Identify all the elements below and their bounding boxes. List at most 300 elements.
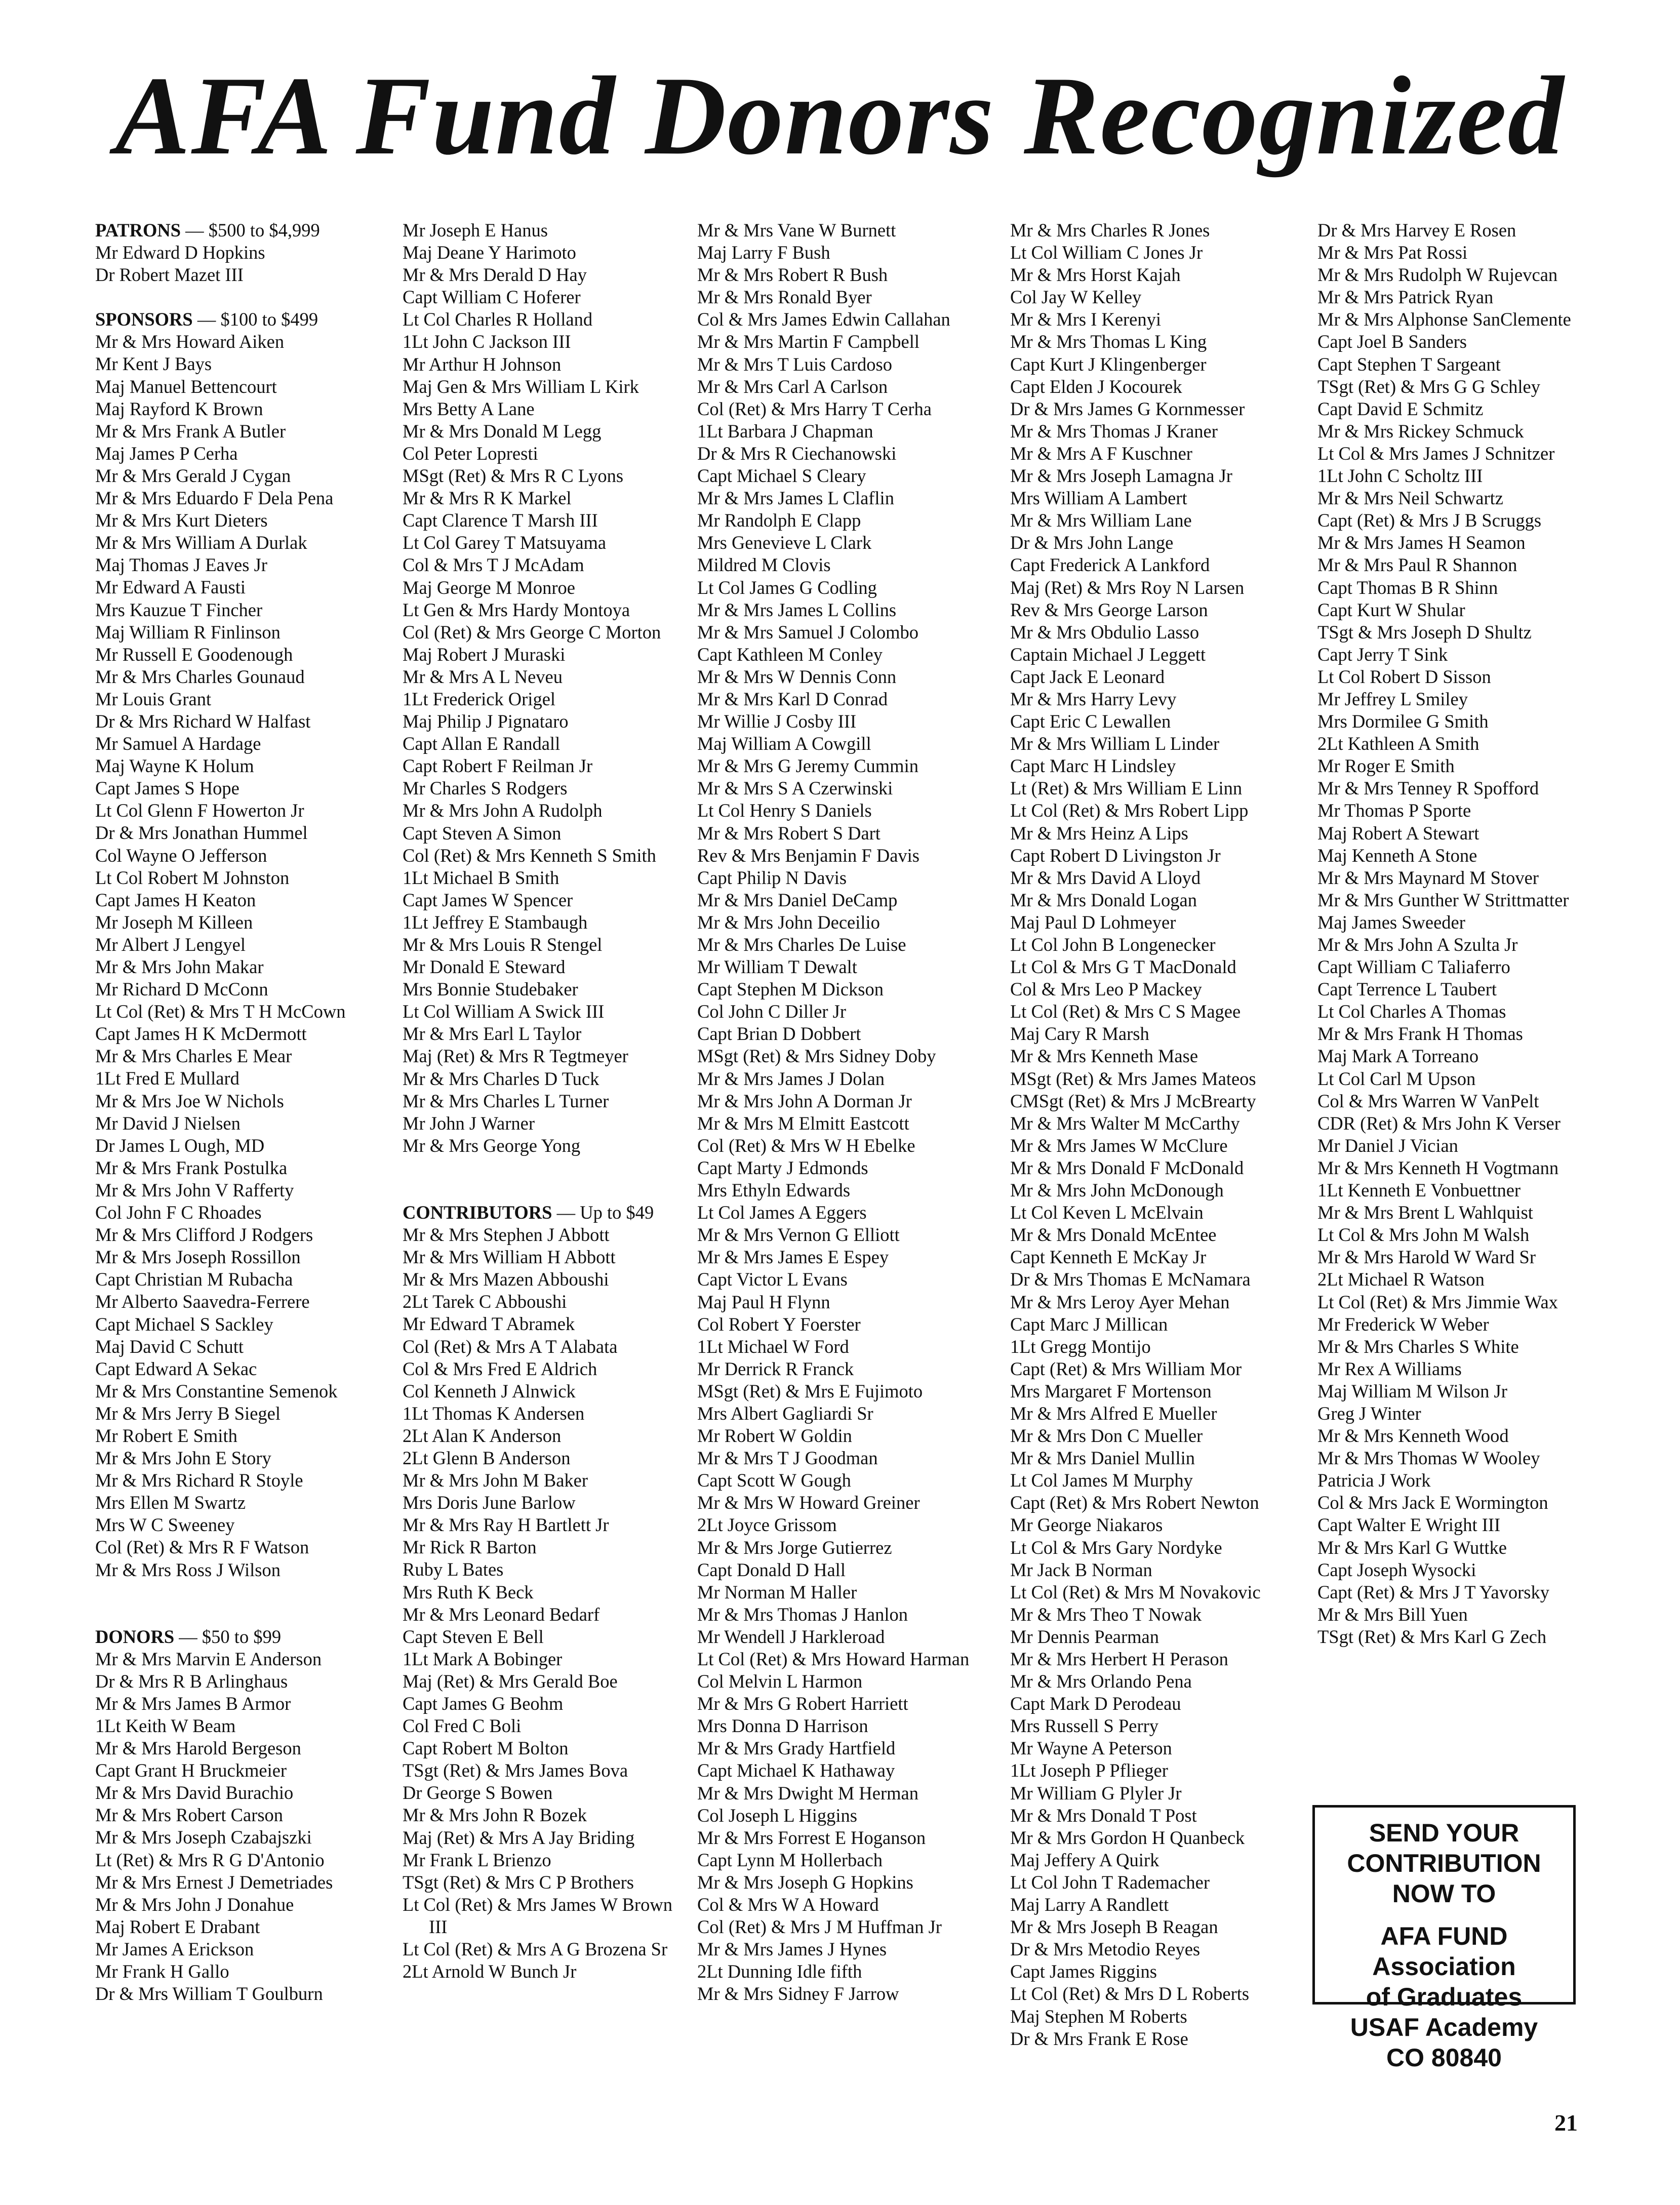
donor-name: 2Lt Arnold W Bunch Jr [403,1961,577,1982]
donor-name: Mr Russell E Goodenough [95,644,293,665]
donor-name: Lt Col Robert D Sisson [1317,666,1491,687]
donor-name: MSgt (Ret) & Mrs Sidney Doby [697,1046,936,1067]
donor-name: Mr & Mrs Obdulio Lasso [1010,621,1199,643]
donor-column-2 [403,219,686,1983]
donor-name: Mr Frederick W Weber [1317,1313,1489,1335]
donor-name: Mr Richard D McConn [95,979,268,1000]
donor-name: Mr & Mrs Earl L Taylor [403,1023,582,1045]
donor-name: 2Lt Tarek C Abboushi [403,1291,567,1312]
donor-name: Mr & Mrs John R Bozek [403,1805,587,1826]
donor-name: Mr & Mrs Frank Postulka [95,1157,288,1178]
donor-name: Lt Col (Ret) & Mrs D L Roberts [1010,1983,1250,2004]
contribution-box [1312,1805,1576,2072]
donor-name: Dr & Mrs R Ciechanowski [697,443,897,464]
donor-name: Mr & Mrs Robert R Bush [697,264,888,286]
donor-name: Mr & Mrs Ross J Wilson [95,1559,281,1580]
donor-column-1 [95,219,379,2005]
donor-name: 1Lt Thomas K Andersen [403,1402,585,1424]
donor-name: CDR (Ret) & Mrs John K Verser [1317,1112,1561,1134]
donor-name: Mrs Ethyln Edwards [697,1180,851,1201]
donor-name: Capt James Riggins [1010,1961,1157,1982]
donor-name: Capt Kathleen M Conley [697,644,883,665]
box-line-send-your: SEND YOUR [1369,1819,1519,1847]
donor-name: TSgt (Ret) & Mrs C P Brothers [403,1871,634,1893]
donor-name: Maj William M Wilson Jr [1317,1380,1507,1401]
donor-name: TSgt (Ret) & Mrs G G Schley [1317,376,1540,397]
donor-name: Maj Robert E Drabant [95,1916,260,1937]
donor-name: Mrs Dormilee G Smith [1317,711,1489,732]
donor-name: Mr & Mrs Joseph Lamagna Jr [1010,465,1232,487]
donor-name: Mr William G Plyler Jr [1010,1782,1182,1803]
donor-name: Mr & Mrs Donald McEntee [1010,1224,1217,1246]
donor-name: Mr & Mrs Donald T Post [1010,1805,1197,1826]
donor-name: Capt Stephen M Dickson [697,979,884,1000]
donor-name: Lt Col (Ret) & Mrs T H McCown [95,1001,346,1022]
donor-name: Dr & Mrs John Lange [1010,532,1174,553]
donor-name: Lt Col Charles R Holland [403,309,593,330]
donor-name: Col Fred C Boli [403,1715,522,1737]
donor-name: Mr & Mrs Derald D Hay [403,264,587,286]
donor-name: Col (Ret) & Mrs Harry T Cerha [697,398,932,419]
donor-name: TSgt & Mrs Joseph D Shultz [1317,621,1532,643]
donor-name: Mr & Mrs Donald F McDonald [1010,1157,1244,1178]
donor-name: Mr Wayne A Peterson [1010,1738,1172,1759]
donor-name: Maj (Ret) & Mrs Gerald Boe [403,1670,618,1692]
donor-name: Mr & Mrs G Robert Harriett [697,1693,908,1714]
donor-name: Maj Robert J Muraski [403,644,566,665]
donor-name: Mr & Mrs David A Lloyd [1010,867,1201,888]
box-line-address: CO 80840 [1386,2043,1502,2072]
donor-name: Mr & Mrs Joseph B Reagan [1010,1916,1218,1938]
donor-name: Rev & Mrs George Larson [1010,599,1208,620]
donor-name: Mr & Mrs Rickey Schmuck [1317,420,1524,442]
donor-name: Mrs Donna D Harrison [697,1715,868,1737]
donor-name: Capt (Ret) & Mrs J T Yavorsky [1317,1581,1549,1602]
donor-name: Lt Col (Ret) & Mrs C S Magee [1010,1001,1241,1022]
donor-name: Mr & Mrs Sidney F Jarrow [697,1983,899,2004]
donor-name: Col Wayne O Jefferson [95,845,267,866]
donor-name: Capt James G Beohm [403,1693,564,1714]
donor-name: Mr & Mrs Louis R Stengel [403,934,603,955]
donor-name: Capt Michael K Hathaway [697,1760,895,1781]
donor-name: Lt Col Garey T Matsuyama [403,532,607,553]
donor-name: Mr & Mrs Heinz A Lips [1010,822,1188,844]
donor-name: Mr & Mrs Gunther W Strittmatter [1317,889,1569,910]
donor-name: Dr & Mrs Jonathan Hummel [95,822,308,844]
section-heading [95,308,379,331]
donor-name: Mr Joseph M Killeen [95,911,253,933]
donor-name: Mr & Mrs Jerry B Siegel [95,1402,281,1424]
donor-name: Lt Col (Ret) & Mrs M Novakovic [1010,1581,1261,1602]
donor-name: Mr & Mrs G Jeremy Cummin [697,755,918,777]
donor-name: Mrs W C Sweeney [95,1514,235,1536]
donor-name: Mr & Mrs Kenneth Wood [1317,1425,1509,1447]
donor-name: Capt William C Hoferer [403,287,581,308]
donor-name: Col John F C Rhoades [95,1202,262,1223]
donor-name: Dr & Mrs Frank E Rose [1010,2028,1188,2049]
donor-name: Dr & Mrs William T Goulburn [95,1983,323,2004]
donor-name: Mr & Mrs Eduardo F Dela Pena [95,488,334,509]
donor-name: Mr & Mrs Maynard M Stover [1317,867,1539,888]
donor-name: Lt (Ret) & Mrs William E Linn [1010,778,1243,799]
donor-name: Mr & Mrs Horst Kajah [1010,264,1181,286]
donor-name: Mr Robert W Goldin [697,1425,852,1447]
donor-name: Col Kenneth J Alnwick [403,1380,576,1401]
donor-column-5 [1317,219,1621,1648]
donor-name: Mr & Mrs Donald M Legg [403,420,602,442]
section-heading [95,219,379,242]
donor-name: Capt Brian D Dobbert [697,1023,861,1045]
donor-name: Mr Alberto Saavedra-Ferrere [95,1291,310,1312]
donor-name: Maj Jeffery A Quirk [1010,1849,1159,1870]
donor-name: Col & Mrs W A Howard [697,1894,879,1915]
donor-name: 1Lt Fred E Mullard [95,1068,239,1089]
donor-name: 1Lt Michael B Smith [403,867,559,888]
donor-name: Mr & Mrs Gordon H Quanbeck [1010,1827,1245,1848]
donor-name: Mr & Mrs Joseph Czabajszki [95,1827,312,1848]
donor-name: Mr Charles S Rodgers [403,778,568,799]
section-heading-range: — $500 to $4,999 [181,220,320,240]
donor-name: Maj Rayford K Brown [95,398,263,419]
donor-name: Mrs Betty A Lane [403,398,535,419]
donor-name: Col & Mrs Jack E Wormington [1317,1492,1548,1513]
donor-name: Capt Robert F Reilman Jr [403,755,593,777]
donor-name: Mrs Margaret F Mortenson [1010,1380,1212,1401]
donor-name: Mr & Mrs Robert Carson [95,1805,284,1826]
donor-name: Mr & Mrs Don C Mueller [1010,1425,1203,1447]
donor-name: Mr & Mrs Mazen Abboushi [403,1269,609,1290]
donor-name: 1Lt Barbara J Chapman [697,420,873,442]
donor-name: Mr & Mrs James E Espey [697,1247,889,1268]
donor-name: Lt Col John B Longenecker [1010,934,1216,955]
donor-name: Captain Michael J Leggett [1010,644,1206,665]
donor-name: Mr Rick R Barton [403,1537,537,1558]
donor-name: Lt Col James A Eggers [697,1202,867,1223]
donor-name: Capt Kurt W Shular [1317,599,1465,620]
donor-name: Capt William C Taliaferro [1317,956,1510,978]
donor-name: Mr & Mrs James J Hynes [697,1939,887,1960]
box-line-now-to: NOW TO [1392,1879,1496,1908]
donor-name: Mr Frank H Gallo [95,1961,229,1982]
donor-name: Mr & Mrs William A Durlak [95,532,307,553]
donor-name: Maj Larry A Randlett [1010,1894,1169,1915]
donor-name: Capt Grant H Bruckmeier [95,1760,287,1781]
donor-name: Mr Edward D Hopkins [95,242,265,263]
donor-name: Col (Ret) & Mrs George C Morton [403,621,661,643]
donor-name: Lt Col & Mrs G T MacDonald [1010,956,1236,978]
donor-name: Capt Elden J Kocourek [1010,376,1182,397]
donor-name: Col & Mrs T J McAdam [403,554,584,576]
donor-name: Mr & Mrs Forrest E Hoganson [697,1827,926,1848]
donor-name: Mr & Mrs Clifford J Rodgers [95,1224,313,1246]
donor-name: Capt Marc J Millican [1010,1313,1168,1335]
section-heading-range: — $50 to $99 [174,1626,282,1647]
donor-name: Maj James Sweeder [1317,911,1465,933]
donor-name: Capt Michael S Sackley [95,1313,273,1335]
donor-name: Lt Col Carl M Upson [1317,1068,1476,1089]
donor-name: Maj Kenneth A Stone [1317,845,1477,866]
donor-name: Capt Christian M Rubacha [95,1269,293,1290]
donor-name: Mr & Mrs Robert S Dart [697,822,881,844]
donor-column-3 [697,219,981,2006]
page-title: AFA Fund Donors Recognized [115,54,1565,178]
donor-name: 2Lt Glenn B Anderson [403,1447,571,1468]
donor-name: Mr & Mrs Donald Logan [1010,889,1197,910]
donor-name: Mr & Mrs James L Collins [697,599,897,620]
donor-name: Capt Stephen T Sargeant [1317,353,1501,375]
donor-name: Capt Steven E Bell [403,1626,544,1647]
donor-name: Mr & Mrs Daniel DeCamp [697,889,898,910]
donor-name: Mr & Mrs Gerald J Cygan [95,465,291,486]
donor-name: Mr & Mrs S A Czerwinski [697,778,893,799]
donor-name: Capt Frederick A Lankford [1010,554,1210,576]
donor-name: Lt Col (Ret) & Mrs James W Brown III [403,1894,672,1937]
donor-name: 1Lt Mark A Bobinger [403,1648,563,1669]
donor-name: 1Lt Jeffrey E Stambaugh [403,911,588,933]
donor-name: Mr Edward T Abramek [403,1313,575,1335]
donor-name: Mr & Mrs James H Seamon [1317,532,1526,553]
donor-name: Dr & Mrs R B Arlinghaus [95,1670,288,1692]
donor-name: Maj (Ret) & Mrs A Jay Briding [403,1827,635,1848]
donor-name: Mr & Mrs James L Claflin [697,488,894,509]
donor-name: Mr & Mrs Joseph Rossillon [95,1247,301,1268]
donor-name: Mr & Mrs Kurt Dieters [95,510,268,531]
donor-name: Mr & Mrs Daniel Mullin [1010,1448,1195,1469]
donor-name: Maj William R Finlinson [95,621,281,643]
donor-name: Mr & Mrs T J Goodman [697,1448,878,1469]
donor-name: Mr Thomas P Sporte [1317,800,1471,821]
donor-name: Mr Daniel J Vician [1317,1135,1458,1156]
donor-name: Dr & Mrs Thomas E McNamara [1010,1269,1251,1290]
donor-name: Mr & Mrs Harold W Ward Sr [1317,1247,1536,1268]
donor-name: Mr Derrick R Franck [697,1358,854,1379]
donor-name: Mrs William A Lambert [1010,488,1187,509]
donor-name: Col (Ret) & Mrs A T Alabata [403,1336,618,1357]
donor-name: Mr & Mrs Samuel J Colombo [697,621,919,643]
donor-name: Mr & Mrs Paul R Shannon [1317,554,1517,576]
donor-name: MSgt (Ret) & Mrs R C Lyons [403,465,624,487]
donor-name: Mr & Mrs Karl G Wuttke [1317,1537,1507,1558]
section-heading-label: SPONSORS [95,309,193,330]
donor-name: Col & Mrs Leo P Mackey [1010,979,1202,1000]
donor-name: Mr & Mrs Brent L Wahlquist [1317,1202,1533,1223]
donor-name: Mr & Mrs Vane W Burnett [697,220,896,240]
donor-name: Capt Michael S Cleary [697,465,866,487]
donor-name: 1Lt Kenneth E Vonbuettner [1317,1180,1521,1201]
donor-name: Col & Mrs Fred E Aldrich [403,1358,597,1379]
donor-name: Mr Donald E Steward [403,956,566,978]
donor-name: Maj Thomas J Eaves Jr [95,554,267,576]
donor-name: 1Lt Keith W Beam [95,1715,236,1736]
donor-name: Mildred M Clovis [697,554,831,576]
donor-name: Capt David E Schmitz [1317,398,1484,419]
donor-name: Mr Robert E Smith [95,1425,237,1446]
donor-name: Greg J Winter [1317,1402,1421,1424]
donor-name: Maj Gen & Mrs William L Kirk [403,376,639,397]
donor-name: Mr George Niakaros [1010,1514,1163,1536]
donor-name: Maj George M Monroe [403,577,575,598]
donor-name: Maj Deane Y Harimoto [403,242,576,263]
donor-name: Maj Philip J Pignataro [403,711,569,732]
donor-name: Col (Ret) & Mrs R F Watson [95,1537,309,1558]
donor-name: Mr & Mrs James B Armor [95,1693,291,1714]
donor-name: Mr & Mrs Thomas W Wooley [1317,1448,1540,1469]
donor-name: Mr & Mrs John A Rudolph [403,800,603,821]
donor-name: Capt Steven A Simon [403,822,562,844]
donor-name: Lt Col James G Codling [697,577,877,598]
donor-name: Mr & Mrs John A Szulta Jr [1317,934,1518,955]
donor-name: Capt Robert D Livingston Jr [1010,845,1221,866]
donor-name: Lt Col Charles A Thomas [1317,1001,1506,1022]
donor-name: Capt Eric C Lewallen [1010,711,1171,732]
donor-name: Maj Paul H Flynn [697,1291,830,1312]
donor-name: Mrs Kauzue T Fincher [95,599,263,620]
donor-name: Mr & Mrs A F Kuschner [1010,443,1192,464]
donor-name: Maj David C Schutt [95,1336,244,1357]
donor-name: Mr & Mrs Thomas L King [1010,331,1207,352]
donor-name: Mr & Mrs Richard R Stoyle [95,1470,303,1491]
donor-name: Capt James S Hope [95,778,239,799]
donor-name: Mr & Mrs Charles S White [1317,1336,1519,1357]
donor-name: Dr James L Ough, MD [95,1135,265,1156]
donor-name: Capt Allan E Randall [403,733,561,754]
donor-name: Mr & Mrs John Makar [95,956,264,977]
donor-name: Capt (Ret) & Mrs William Mor [1010,1358,1242,1379]
donor-name: Lt Col & Mrs John M Walsh [1317,1224,1530,1246]
donor-name: Mr Louis Grant [95,688,212,709]
donor-name: Dr & Mrs Metodio Reyes [1010,1939,1201,1960]
donor-name: Mr & Mrs R K Markel [403,488,572,509]
donor-name: Mr & Mrs Constantine Semenok [95,1380,338,1401]
donor-name: Mr & Mrs Ray H Bartlett Jr [403,1514,609,1536]
donor-name: Mr Edward A Fausti [95,577,246,598]
donor-name: Dr & Mrs James G Kornmesser [1010,398,1245,419]
donor-name: Col Peter Lopresti [403,443,538,464]
donor-name: Mr & Mrs Walter M McCarthy [1010,1112,1240,1134]
donor-name: Mr & Mrs David Burachio [95,1782,294,1803]
donor-name: Mr & Mrs Jorge Gutierrez [697,1537,892,1558]
donor-name: Mr & Mrs George Yong [403,1135,581,1156]
donor-name: Maj (Ret) & Mrs Roy N Larsen [1010,577,1245,598]
donor-name: Mr & Mrs W Dennis Conn [697,666,897,687]
donor-name: Mr & Mrs Harry Levy [1010,688,1177,709]
donor-name: Mr & Mrs James J Dolan [697,1068,885,1089]
donor-name: Rev & Mrs Benjamin F Davis [697,845,919,866]
donor-name: Mr Jeffrey L Smiley [1317,688,1468,709]
donor-name: Lt Col William C Jones Jr [1010,242,1203,263]
donor-name: Mr & Mrs I Kerenyi [1010,309,1162,330]
donor-name: Mr & Mrs Howard Aiken [95,331,285,352]
donor-name: 1Lt Gregg Montijo [1010,1336,1151,1357]
donor-name: Mr & Mrs Dwight M Herman [697,1782,918,1803]
donor-name: 2Lt Joyce Grissom [697,1514,837,1536]
donor-name: Mr & Mrs T Luis Cardoso [697,353,892,375]
donor-name: Maj William A Cowgill [697,733,871,754]
donor-name: Mr & Mrs James W McClure [1010,1135,1228,1156]
donor-name: Maj Larry F Bush [697,242,830,263]
donor-name: Mr Roger E Smith [1317,755,1455,777]
donor-name: Capt (Ret) & Mrs Robert Newton [1010,1492,1259,1513]
donor-name: Mr & Mrs Rudolph W Rujevcan [1317,264,1558,286]
donor-name: Lt Col & Mrs Gary Nordyke [1010,1537,1222,1558]
donor-name: Mr & Mrs William H Abbott [403,1247,616,1268]
donor-name: Capt (Ret) & Mrs J B Scruggs [1317,510,1542,531]
donor-name: Mr & Mrs Charles De Luise [697,934,906,955]
donor-name: Mr & Mrs William L Linder [1010,733,1220,754]
donor-name: Mr Wendell J Harkleroad [697,1626,885,1647]
donor-name: Mr & Mrs Kenneth Mase [1010,1046,1198,1067]
section-heading-range: — Up to $49 [552,1201,654,1223]
donor-name: Lt Gen & Mrs Hardy Montoya [403,599,630,620]
donor-name: Mr & Mrs Leonard Bedarf [403,1603,600,1625]
donor-name: Mr & Mrs Tenney R Spofford [1317,778,1539,799]
donor-name: Col John C Diller Jr [697,1001,847,1022]
donor-name: Mrs Albert Gagliardi Sr [697,1402,873,1424]
donor-name: Mr & Mrs Neil Schwartz [1317,488,1503,509]
donor-name: Mr & Mrs Charles D Tuck [403,1068,599,1089]
donor-name: Mr & Mrs Ernest J Demetriades [95,1871,333,1893]
donor-name: 2Lt Dunning Idle fifth [697,1961,862,1982]
donor-name: Capt Philip N Davis [697,867,847,888]
donor-name: Mrs Russell S Perry [1010,1715,1159,1737]
donor-name: Mr & Mrs Harold Bergeson [95,1738,301,1759]
donor-name: Lt Col Keven L McElvain [1010,1202,1204,1223]
donor-name: Mr & Mrs Joe W Nichols [95,1090,284,1111]
donor-name: Capt Edward A Sekac [95,1358,257,1379]
section-heading-label: PATRONS [95,220,181,240]
donor-name: Mr & Mrs Frank H Thomas [1317,1023,1523,1045]
section-heading [95,1626,379,1648]
donor-name: Maj James P Cerha [95,443,238,464]
donor-name: 1Lt Joseph P Pflieger [1010,1760,1168,1781]
donor-name: 2Lt Alan K Anderson [403,1425,562,1446]
donor-name: Mr & Mrs Thomas J Hanlon [697,1603,908,1625]
box-line-contribution: CONTRIBUTION [1347,1849,1541,1877]
section-heading-label: CONTRIBUTORS [403,1201,552,1223]
donor-name: Capt Lynn M Hollerbach [697,1849,883,1870]
donor-name: 2Lt Michael R Watson [1317,1269,1485,1290]
donor-name: Lt Col (Ret) & Mrs Jimmie Wax [1317,1291,1558,1312]
donor-name: Maj Robert A Stewart [1317,822,1479,844]
donor-name: Lt Col Henry S Daniels [697,800,872,821]
donor-name: Dr George S Bowen [403,1782,553,1803]
donor-name: Capt Joseph Wysocki [1317,1559,1476,1580]
donor-name: Capt Scott W Gough [697,1470,851,1491]
donor-name: Col & Mrs James Edwin Callahan [697,309,950,330]
donor-name: Patricia J Work [1317,1470,1431,1491]
donor-name: Mrs Genevieve L Clark [697,532,872,553]
donor-name: Mr Albert J Lengyel [95,934,246,955]
donor-column-4 [1010,219,1294,2050]
donor-name: Col & Mrs Warren W VanPelt [1317,1090,1539,1111]
donor-name: 1Lt Frederick Origel [403,688,556,709]
donor-name: Capt Marc H Lindsley [1010,755,1176,777]
donor-name: Capt Thomas B R Shinn [1317,577,1498,598]
donor-name: Lt Col James M Murphy [1010,1470,1193,1491]
donor-name: Mr & Mrs John M Baker [403,1470,588,1491]
donor-name: Mr & Mrs Thomas J Kraner [1010,420,1218,442]
donor-name: Mr & Mrs Marvin E Anderson [95,1648,322,1669]
donor-name: Mr & Mrs Alphonse SanClemente [1317,309,1571,330]
donor-name: Mrs Doris June Barlow [403,1492,576,1513]
donor-name: Col (Ret) & Mrs J M Huffman Jr [697,1916,942,1938]
donor-name: Capt James W Spencer [403,889,573,910]
donor-name: Mr & Mrs M Elmitt Eastcott [697,1112,909,1134]
donor-name: Mr & Mrs Joseph G Hopkins [697,1871,913,1893]
donor-name: Capt Clarence T Marsh III [403,510,598,531]
donor-name: Mrs Ruth K Beck [403,1581,534,1602]
donor-name: Mr & Mrs Carl A Carlson [697,376,888,397]
